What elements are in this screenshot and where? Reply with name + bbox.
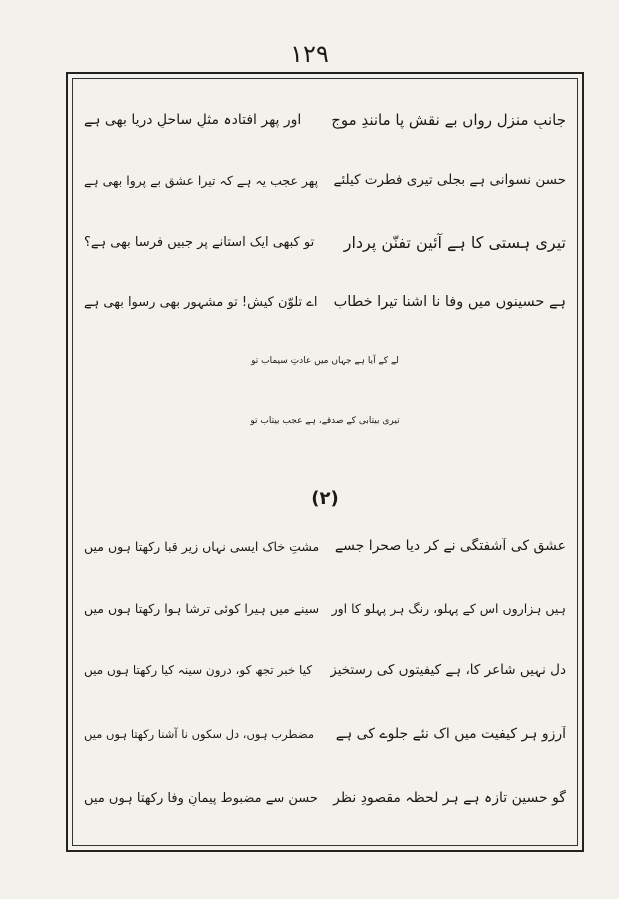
couplet (84, 714, 566, 754)
couplet-second-line: مشتِ خاک ایسی نہاں زیرِ قبا رکھتا ہوں میں (84, 538, 320, 554)
couplet (84, 526, 566, 566)
couplet-second-line: اے تلوّن کیش! تو مشہور بھی رسوا بھی ہے (84, 294, 318, 310)
couplet-first-line: ہیں ہزاروں اس کے پہلو، رنگ ہر پہلو کا اور (331, 600, 566, 616)
couplet (84, 588, 566, 628)
couplet (84, 222, 566, 262)
couplet-first-line: عشق کی آشفتگی نے کر دیا صحرا جسے (334, 538, 566, 554)
page-frame (66, 72, 584, 852)
couplet-first-line: آرزو ہر کیفیت میں اک نئے جلوے کی ہے (335, 726, 566, 742)
section-number: (۲) (311, 488, 339, 509)
couplet (84, 650, 566, 690)
couplet-second-line: سینے میں ہیرا کوئی ترشا ہوا رکھتا ہوں میں (84, 600, 320, 616)
couplet-second-line: تو کبھی ایک آستانے پر جبیں فرسا بھی ہے؟ (84, 234, 315, 250)
couplet (84, 160, 566, 200)
closing-line: لے کے آیا ہے جہاں میں عادتِ سیماب تو (251, 356, 399, 366)
couplet (84, 282, 566, 322)
couplet-first-line: جانبِ منزل رواں بے نقشِ پا مانندِ موج (331, 111, 566, 129)
couplet-first-line: ہے حسینوں میں وفا نا آشنا تیرا خطاب (333, 294, 566, 310)
couplet-first-line: تیری ہستی کا ہے آئینِ تفنّن پردار (343, 232, 566, 252)
couplet-second-line: مضطرب ہوں، دل سکوں نا آشنا رکھتا ہوں میں (84, 727, 314, 741)
couplet-first-line: حسنِ نسوانی ہے بجلی تیری فطرت کیلئے (333, 172, 566, 188)
couplet (84, 778, 566, 818)
couplet-second-line: پھر عجب یہ ہے کہ تیرا عشق بے پروا بھی ہے (84, 172, 319, 188)
couplet-first-line: گو حسینِ تازہ ہے ہر لحظہ مقصودِ نظر (333, 790, 566, 806)
page-number: ۱۲۹ (290, 40, 329, 68)
couplet (84, 100, 566, 140)
couplet-first-line: دل نہیں شاعر کا، ہے کیفیتوں کی رستخیز (330, 662, 566, 678)
couplet-second-line: اور پھر افتادہ مثلِ ساحلِ دریا بھی ہے (84, 112, 302, 128)
couplet-second-line: کیا خبر تجھ کو، درونِ سینہ کیا رکھتا ہوں میں (84, 663, 313, 677)
closing-line: تیری بیتابی کے صدقے، ہے عجب بیتاب تو (250, 416, 400, 426)
couplet-second-line: حسن سے مضبوط پیمانِ وفا رکھتا ہوں میں (84, 790, 318, 806)
